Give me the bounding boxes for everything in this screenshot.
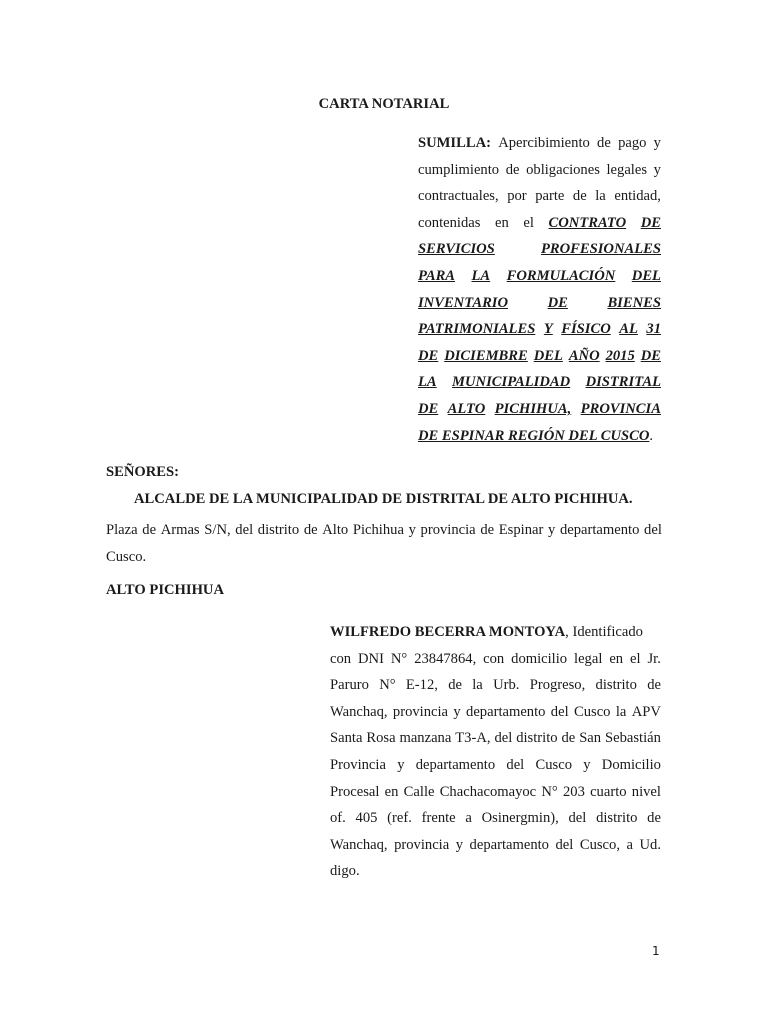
address-word: Alto	[322, 522, 349, 538]
sender-line	[330, 858, 661, 885]
sender-word: Santa	[330, 730, 363, 747]
sender-word: y	[455, 836, 464, 853]
sender-word: del	[550, 703, 569, 720]
contract-title-word: PARA	[418, 267, 456, 284]
contract-title-word: AÑO	[568, 347, 600, 364]
sender-word: en	[384, 783, 399, 800]
contract-title-word: FÍSICO	[561, 321, 611, 338]
sender-word: , Identificado	[565, 624, 643, 640]
sender-word: departamento	[466, 703, 546, 720]
sender-word: E-12,	[405, 677, 438, 694]
sender-word: 405	[355, 810, 378, 827]
sender-word: provincia	[392, 703, 449, 720]
contract-title-word: ALTO	[447, 400, 486, 417]
contract-title-word: PROVINCIA	[580, 400, 661, 417]
contract-title-word: AL	[619, 321, 638, 338]
recipient-city: ALTO PICHIHUA	[106, 582, 224, 598]
address-word: provincia	[420, 522, 476, 538]
sender-word: del	[506, 756, 525, 773]
contract-title-word: LA	[471, 267, 491, 284]
sender-word: Jr.	[647, 650, 661, 667]
sender-word: y	[397, 756, 405, 773]
sender-word: del	[555, 836, 574, 853]
sender-word: Cusco,	[579, 836, 620, 853]
contract-title-word: 31	[646, 321, 661, 338]
contract-title-word: MUNICIPALIDAD	[452, 374, 571, 391]
salutation-header: SEÑORES:	[106, 464, 179, 480]
sumilla-line	[418, 130, 661, 157]
sender-line	[330, 672, 661, 699]
sender-line	[330, 725, 661, 752]
contract-title-word: DE	[547, 294, 568, 311]
sender-word: San	[579, 730, 602, 747]
sender-word: 23847864,	[414, 650, 477, 667]
sender-word: (ref.	[387, 810, 412, 827]
sender-word: manzana	[399, 730, 452, 747]
sender-word: N°	[379, 677, 396, 694]
address-word: departamento	[559, 522, 640, 538]
sender-word: legal	[574, 650, 603, 667]
sender-word: a	[465, 810, 472, 827]
sender-word: Ud.	[639, 836, 661, 853]
sender-word: digo.	[330, 863, 360, 880]
sumilla-word: Apercibimiento	[498, 135, 590, 151]
sender-word: Wanchaq,	[330, 836, 388, 853]
address-line: Cusco.	[106, 549, 147, 565]
sender-name: WILFREDO BECERRA MONTOYA	[330, 624, 566, 640]
sender-word: y	[583, 756, 591, 773]
sumilla-block	[418, 130, 661, 449]
address-word: del	[235, 522, 254, 538]
sender-line	[330, 646, 661, 673]
sender-word: Wanchaq,	[330, 703, 388, 720]
sender-block	[330, 619, 661, 885]
sender-word: de	[647, 677, 661, 694]
sender-word: Provincia	[330, 756, 386, 773]
sumilla-word: de	[505, 161, 520, 178]
sender-word: distrito	[516, 730, 558, 747]
address-word: Armas	[160, 522, 200, 538]
sender-word: Progreso,	[529, 677, 586, 694]
address-word: Pichihua	[352, 522, 404, 538]
sumilla-word: legales	[606, 161, 648, 178]
sender-word: en	[609, 650, 624, 667]
contract-title-word: DICIEMBRE	[444, 347, 528, 364]
sender-word: of.	[330, 810, 346, 827]
contract-title-word: SERVICIOS	[418, 241, 495, 258]
sender-word: a	[626, 836, 633, 853]
sender-word: Calle	[403, 783, 435, 800]
sender-line	[330, 619, 661, 646]
address-word: distrito	[257, 522, 300, 538]
contract-title-word: LA	[418, 374, 437, 391]
contract-title-word: DE	[418, 400, 439, 417]
contract-title-word: PICHIHUA,	[494, 400, 572, 417]
contract-title-word: DISTRITAL	[585, 374, 661, 391]
sender-word: Rosa	[366, 730, 396, 747]
contract-title-word: DEL	[533, 347, 563, 364]
contract-title-word: DEL	[631, 267, 661, 284]
sender-line	[330, 752, 661, 779]
contract-title-word: Y	[543, 321, 553, 338]
address-word: de	[480, 522, 495, 538]
sender-word: con	[483, 650, 505, 667]
sender-word: de	[647, 810, 661, 827]
sender-word: DNI	[358, 650, 384, 667]
sender-line	[330, 699, 661, 726]
sender-word: Chachacomayoc	[439, 783, 537, 800]
sumilla-word: de	[597, 135, 611, 151]
sender-word: y	[453, 703, 461, 720]
sender-word: domicilio	[511, 650, 568, 667]
sumilla-line	[418, 423, 661, 450]
sender-word: cuarto	[590, 783, 627, 800]
address-word: y	[548, 522, 556, 538]
sumilla-word: en	[495, 214, 509, 231]
sender-word: el	[630, 650, 641, 667]
contract-title-word: PROFESIONALES	[540, 241, 661, 258]
sumilla-line	[418, 290, 661, 317]
sumilla-label: SUMILLA:	[418, 135, 491, 151]
contract-title-word: 2015	[605, 347, 635, 364]
sender-word: de	[561, 730, 576, 747]
sumilla-word: la	[595, 188, 606, 205]
sumilla-line	[418, 157, 661, 184]
address-word: del	[644, 522, 662, 538]
address-word: y	[408, 522, 416, 538]
sumilla-word: entidad,	[614, 188, 661, 205]
sumilla-word: contenidas	[418, 214, 481, 231]
sender-word: distrito	[595, 677, 637, 694]
sumilla-line	[418, 236, 661, 263]
address-word: de	[303, 522, 318, 538]
sumilla-word: por	[507, 188, 527, 205]
sumilla-word: y	[653, 161, 661, 178]
sender-line	[330, 805, 661, 832]
contract-title-word: INVENTARIO	[418, 294, 509, 311]
page-number: 1	[652, 944, 660, 958]
recipient-name: ALCALDE DE LA MUNICIPALIDAD DE DISTRITAL DE ALTO PICHIHUA.	[134, 491, 633, 507]
sumilla-word: el	[523, 214, 534, 231]
sender-word: 203	[562, 783, 585, 800]
sumilla-word: parte	[535, 188, 565, 205]
sumilla-line	[418, 343, 661, 370]
sender-word: APV	[631, 703, 661, 720]
sender-word: Sebastián	[605, 730, 661, 747]
sender-line	[330, 779, 661, 806]
contract-title-word: DE	[640, 214, 661, 231]
address-word: Espinar	[498, 522, 544, 538]
contract-title-word: DE	[640, 347, 661, 364]
sumilla-word: y	[653, 135, 661, 151]
sender-word: Osinergmin),	[481, 810, 559, 827]
sender-word: del	[568, 810, 587, 827]
contract-title-word: FORMULACIÓN	[506, 267, 616, 284]
document-title: CARTA NOTARIAL	[318, 96, 450, 112]
sender-word: la	[615, 703, 627, 720]
sender-word: provincia	[394, 836, 450, 853]
sender-word: con	[330, 650, 352, 667]
sender-word: N°	[541, 783, 558, 800]
sumilla-word: obligaciones	[526, 161, 600, 178]
sender-word: Cusco	[573, 703, 611, 720]
sumilla-word: de	[572, 188, 587, 205]
sender-word: Cusco	[535, 756, 572, 773]
contract-title-word: DE ESPINAR REGIÓN DEL CUSCO	[418, 427, 650, 444]
sender-word: T3-A,	[455, 730, 491, 747]
sender-word: departamento	[415, 756, 496, 773]
contract-title-word: BIENES	[607, 294, 661, 311]
sender-word: Domicilio	[601, 756, 661, 773]
sender-word: de	[448, 677, 462, 694]
sumilla-line	[418, 183, 661, 210]
recipient-address	[106, 517, 662, 571]
sender-word: Procesal	[330, 783, 380, 800]
sumilla-line	[418, 396, 661, 423]
sender-word: departamento	[469, 836, 549, 853]
contract-title-word: CONTRATO	[548, 214, 627, 231]
sender-word: Urb.	[493, 677, 520, 694]
sumilla-end-period: .	[649, 427, 654, 444]
sumilla-line	[418, 316, 661, 343]
address-word: de	[142, 522, 157, 538]
sender-word: frente	[421, 810, 456, 827]
sumilla-word: contractuales,	[418, 188, 499, 205]
sumilla-line	[418, 263, 661, 290]
sender-word: N°	[390, 650, 408, 667]
sumilla-word: cumplimiento	[418, 161, 500, 178]
contract-title-word: DE	[418, 347, 439, 364]
sumilla-line	[418, 369, 661, 396]
address-word: S/N,	[204, 522, 231, 538]
address-line	[106, 517, 662, 544]
sumilla-line	[418, 210, 661, 237]
sumilla-word: pago	[618, 135, 647, 151]
sender-word: Paruro	[330, 677, 369, 694]
sender-word: nivel	[631, 783, 661, 800]
sender-word: distrito	[596, 810, 638, 827]
contract-title-word: PATRIMONIALES	[418, 321, 536, 338]
address-word: Plaza	[106, 522, 138, 538]
sender-word: la	[472, 677, 483, 694]
sender-word: del	[494, 730, 513, 747]
sender-line	[330, 832, 661, 859]
